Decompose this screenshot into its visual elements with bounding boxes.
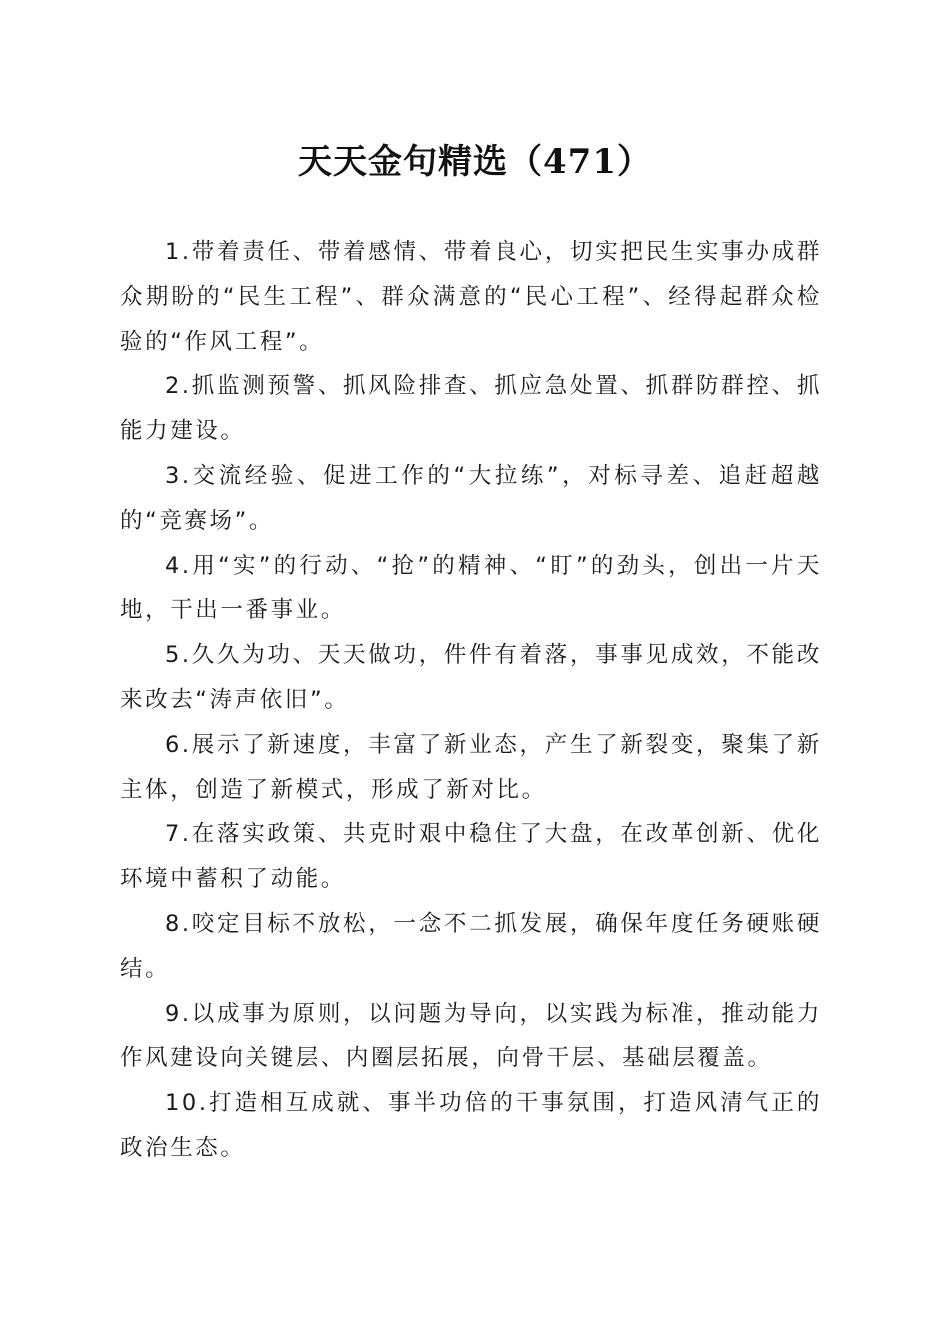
list-item: 3.交流经验、促进工作的“大拉练”，对标寻差、追赶超越的“竞赛场”。: [120, 462, 822, 534]
list-item: 5.久久为功、天天做功，件件有着落，事事见成效，不能改来改去“涛声依旧”。: [120, 642, 822, 713]
document-body: [120, 230, 822, 1171]
document-title: 天天金句精选（471）: [298, 142, 652, 182]
list-item: 8.咬定目标不放松，一念不二抓发展，确保年度任务硬账硬结。: [120, 910, 822, 982]
list-item: 4.用“实”的行动、“抢”的精神、“盯”的劲头，创出一片天地，干出一番事业。: [120, 552, 822, 624]
list-item: 2.抓监测预警、抓风险排查、抓应急处置、抓群防群控、抓能力建设。: [120, 373, 822, 445]
list-item: 10.打造相互成就、事半功倍的干事氛围，打造风清气正的政治生态。: [120, 1090, 822, 1161]
list-item: 1.带着责任、带着感情、带着良心，切实把民生实事办成群众期盼的“民生工程”、群众满意的“民心工程”、经得起群众检验的“作风工程”。: [120, 239, 822, 355]
list-item: 7.在落实政策、共克时艰中稳住了大盘，在改革创新、优化环境中蓄积了动能。: [120, 821, 822, 893]
list-item: 6.展示了新速度，丰富了新业态，产生了新裂变，聚集了新主体，创造了新模式，形成了新对比。: [120, 731, 822, 803]
list-item: 9.以成事为原则，以问题为导向，以实践为标准，推动能力作风建设向关键层、内圈层拓展，向骨干层、基础层覆盖。: [120, 1000, 822, 1072]
